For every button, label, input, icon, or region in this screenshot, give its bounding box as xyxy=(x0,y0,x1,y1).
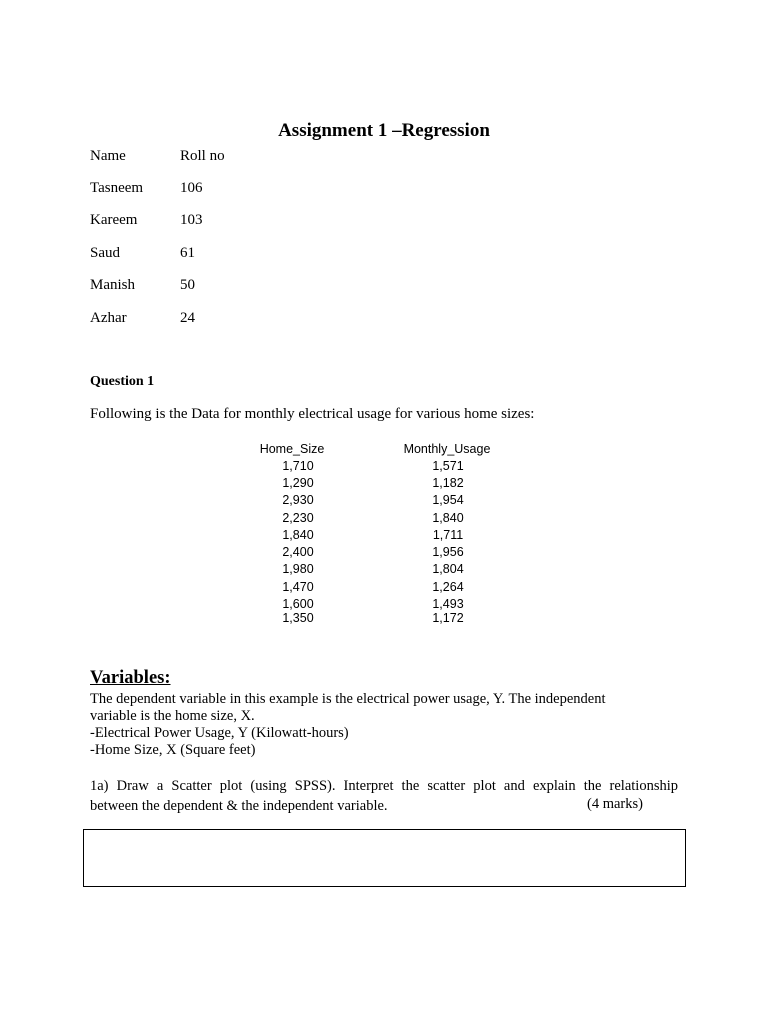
question-heading: Question 1 xyxy=(90,374,155,389)
member-name: Kareem xyxy=(90,212,138,228)
page-title: Assignment 1 –Regression xyxy=(278,120,490,141)
table-cell: 1,571 xyxy=(432,459,464,473)
table-cell: 2,400 xyxy=(282,545,314,559)
member-name: Manish xyxy=(90,277,135,293)
question-intro: Following is the Data for monthly electrical usage for various home sizes: xyxy=(90,406,535,422)
member-roll: 24 xyxy=(180,310,195,326)
team-header-name: Name xyxy=(90,148,126,164)
table-cell: 1,980 xyxy=(282,562,314,576)
member-roll: 50 xyxy=(180,277,195,293)
table-cell: 1,350 xyxy=(282,611,314,625)
table-cell: 1,840 xyxy=(432,511,464,525)
table-cell: 2,230 xyxy=(282,511,314,525)
table-cell: 1,264 xyxy=(432,580,464,594)
variables-line: variable is the home size, X. xyxy=(90,708,255,724)
member-name: Azhar xyxy=(90,310,127,326)
table-cell: 1,290 xyxy=(282,476,314,490)
table-cell: 1,493 xyxy=(432,597,464,611)
member-roll: 103 xyxy=(180,212,203,228)
team-header-roll: Roll no xyxy=(180,148,225,164)
table-cell: 1,954 xyxy=(432,493,464,507)
table-cell: 1,956 xyxy=(432,545,464,559)
table-cell: 1,711 xyxy=(432,528,464,542)
table-cell: 1,172 xyxy=(432,611,464,625)
table-cell: 1,710 xyxy=(282,459,314,473)
member-name: Tasneem xyxy=(90,180,144,196)
table-cell: 1,804 xyxy=(432,562,464,576)
table-cell: 1,600 xyxy=(282,597,314,611)
task-line: between the dependent & the independent variable. xyxy=(90,798,388,814)
table-cell: 1,840 xyxy=(282,528,314,542)
task-marks: (4 marks) xyxy=(587,796,643,812)
table-cell: 1,182 xyxy=(432,476,464,490)
answer-box[interactable] xyxy=(83,829,686,887)
table-cell: 1,470 xyxy=(282,580,314,594)
variables-line: The dependent variable in this example is the electrical power usage, Y. The independent xyxy=(90,691,606,707)
table-header-monthly-usage: Monthly_Usage xyxy=(403,442,491,456)
variables-heading: Variables: xyxy=(90,668,171,688)
member-roll: 106 xyxy=(180,180,203,196)
member-name: Saud xyxy=(90,245,120,261)
variables-line: -Home Size, X (Square feet) xyxy=(90,742,256,758)
variables-line: -Electrical Power Usage, Y (Kilowatt-hours) xyxy=(90,725,349,741)
task-line: 1a) Draw a Scatter plot (using SPSS). Interpret the scatter plot and explain the relationship xyxy=(90,778,678,794)
table-cell: 2,930 xyxy=(282,493,314,507)
member-roll: 61 xyxy=(180,245,195,261)
table-header-home-size: Home_Size xyxy=(259,442,325,456)
